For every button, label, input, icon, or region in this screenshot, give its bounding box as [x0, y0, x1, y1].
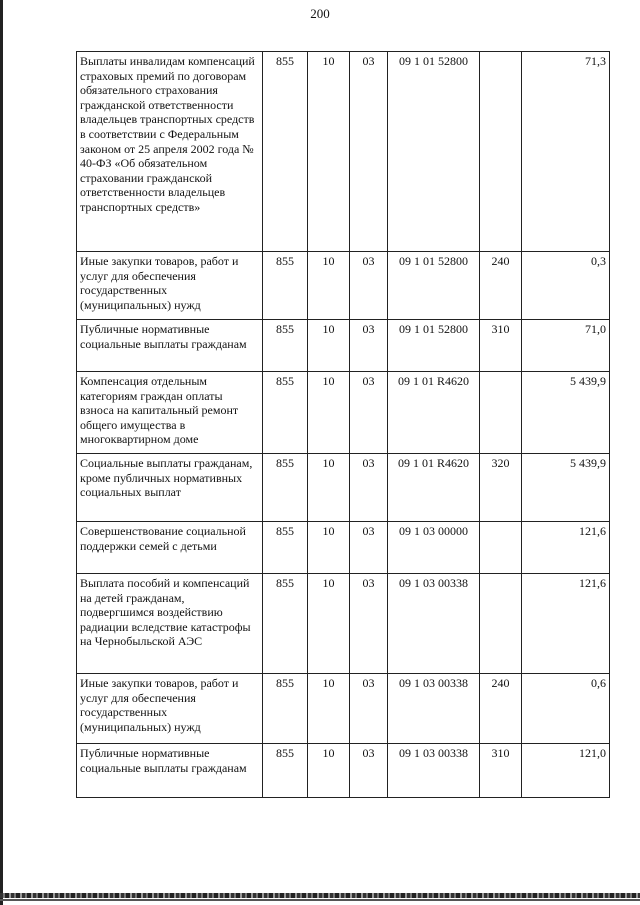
row-csr: 09 1 03 00338	[388, 574, 480, 674]
row-sum: 121,6	[522, 574, 610, 674]
row-csr: 09 1 01 52800	[388, 252, 480, 320]
row-name: Выплата пособий и компенсаций на детей гражданам, подвергшимся воздействию радиации вследствие катастрофы на Чернобыльской АЭС	[77, 574, 263, 674]
row-ved: 855	[263, 674, 308, 744]
row-csr: 09 1 03 00338	[388, 744, 480, 798]
table-row	[77, 252, 610, 320]
budget-table	[76, 51, 610, 798]
row-ved: 855	[263, 52, 308, 252]
page-edge	[0, 0, 3, 905]
row-name: Публичные нормативные социальные выплаты гражданам	[77, 320, 263, 372]
row-vr: 310	[480, 320, 522, 372]
row-rz: 10	[308, 574, 350, 674]
row-rz: 10	[308, 372, 350, 454]
scan-edge-band	[0, 893, 640, 898]
page-number: 200	[310, 6, 330, 21]
row-vr	[480, 574, 522, 674]
row-vr	[480, 522, 522, 574]
row-sum: 0,6	[522, 674, 610, 744]
row-rz: 10	[308, 454, 350, 522]
row-ved: 855	[263, 574, 308, 674]
row-ved: 855	[263, 252, 308, 320]
row-name: Компенсация отдельным категориям граждан оплаты взноса на капитальный ремонт общего имущества в многоквартирном доме	[77, 372, 263, 454]
row-csr: 09 1 03 00000	[388, 522, 480, 574]
row-pr: 03	[350, 372, 388, 454]
row-name: Публичные нормативные социальные выплаты гражданам	[77, 744, 263, 798]
row-name: Социальные выплаты гражданам, кроме публичных нормативных социальных выплат	[77, 454, 263, 522]
row-sum: 71,3	[522, 52, 610, 252]
table-row	[77, 320, 610, 372]
table-row	[77, 674, 610, 744]
row-sum: 121,0	[522, 744, 610, 798]
row-vr	[480, 372, 522, 454]
row-pr: 03	[350, 454, 388, 522]
table-row	[77, 574, 610, 674]
row-rz: 10	[308, 744, 350, 798]
row-rz: 10	[308, 320, 350, 372]
row-sum: 5 439,9	[522, 372, 610, 454]
row-rz: 10	[308, 52, 350, 252]
row-csr: 09 1 01 R4620	[388, 372, 480, 454]
row-name: Иные закупки товаров, работ и услуг для обеспечения государственных (муниципальных) нужд	[77, 252, 263, 320]
row-csr: 09 1 03 00338	[388, 674, 480, 744]
row-sum: 121,6	[522, 522, 610, 574]
row-pr: 03	[350, 52, 388, 252]
row-ved: 855	[263, 522, 308, 574]
row-name: Иные закупки товаров, работ и услуг для обеспечения государственных (муниципальных) нужд	[77, 674, 263, 744]
row-pr: 03	[350, 674, 388, 744]
row-csr: 09 1 01 52800	[388, 52, 480, 252]
scan-edge-line	[0, 899, 640, 901]
row-pr: 03	[350, 574, 388, 674]
row-pr: 03	[350, 744, 388, 798]
row-name: Совершенствование социальной поддержки семей с детьми	[77, 522, 263, 574]
row-pr: 03	[350, 252, 388, 320]
row-ved: 855	[263, 744, 308, 798]
table-row	[77, 522, 610, 574]
row-sum: 0,3	[522, 252, 610, 320]
row-name: Выплаты инвалидам компенсаций страховых премий по договорам обязательного страхования гражданской ответственности владельцев транспортных средств в соответствии с Федеральным законом от 25 апреля 2002 года № 40-ФЗ «Об обязательном страховании гражданской ответственности владельцев транспортных средств»	[77, 52, 263, 252]
row-rz: 10	[308, 522, 350, 574]
row-rz: 10	[308, 674, 350, 744]
row-sum: 5 439,9	[522, 454, 610, 522]
row-vr: 310	[480, 744, 522, 798]
row-vr: 240	[480, 252, 522, 320]
table-row	[77, 744, 610, 798]
row-ved: 855	[263, 372, 308, 454]
row-pr: 03	[350, 320, 388, 372]
row-sum: 71,0	[522, 320, 610, 372]
row-ved: 855	[263, 454, 308, 522]
row-ved: 855	[263, 320, 308, 372]
row-vr: 240	[480, 674, 522, 744]
table-row	[77, 454, 610, 522]
row-vr: 320	[480, 454, 522, 522]
row-csr: 09 1 01 52800	[388, 320, 480, 372]
row-pr: 03	[350, 522, 388, 574]
row-rz: 10	[308, 252, 350, 320]
table-row	[77, 372, 610, 454]
table-row	[77, 52, 610, 252]
row-csr: 09 1 01 R4620	[388, 454, 480, 522]
row-vr	[480, 52, 522, 252]
